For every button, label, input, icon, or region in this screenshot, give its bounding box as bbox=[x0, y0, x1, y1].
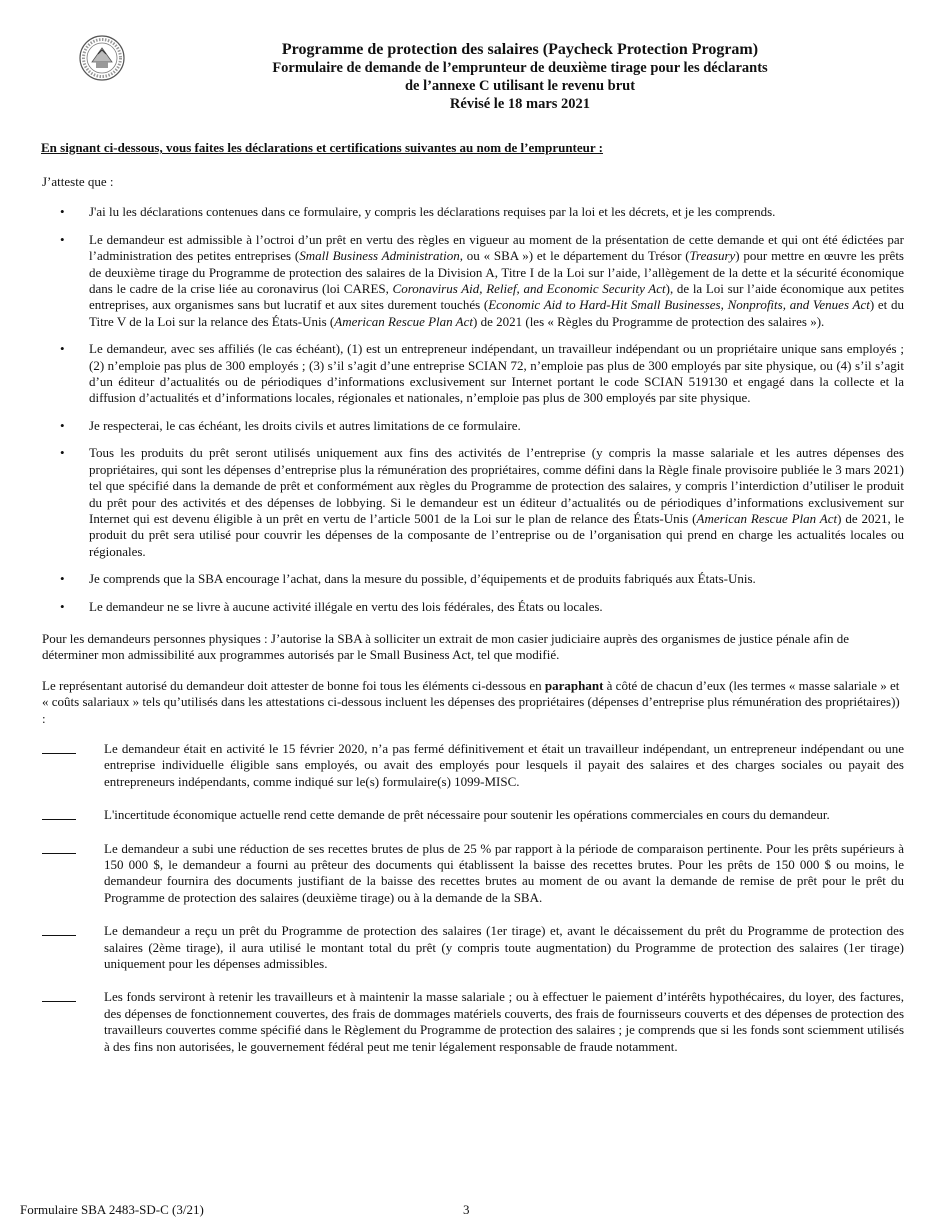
authorized-representative-paragraph: Le représentant autorisé du demandeur doit attester de bonne foi tous les éléments ci-dessous en paraphant à côté de chacun d’eux (les termes « masse salariale » et « coûts salariaux » tels qu’utilisés dans les attestations ci-dessous incluent les dépenses des propriétaires (dépenses d’entreprise plus rémunération des propriétaires)) : bbox=[42, 677, 900, 726]
individual-applicants-paragraph: Pour les demandeurs personnes physiques : J’autorise la SBA à solliciter un extrait de mon casier judiciaire auprès des organismes de justice pénale afin de déterminer mon admissibilité aux programmes autorisés par le Small Business Act, tel que modifié. bbox=[42, 630, 849, 663]
document-body bbox=[42, 174, 904, 1072]
certification-item: L'incertitude économique actuelle rend cette demande de prêt nécessaire pour soutenir les opérations commerciales en cours du demandeur. bbox=[42, 807, 904, 823]
declaration-item: • Je comprends que la SBA encourage l’achat, dans la mesure du possible, d’équipements et de produits fabriqués aux États-Unis. bbox=[60, 571, 756, 587]
declaration-item: • Tous les produits du prêt seront utilisés uniquement aux fins des activités de l’entreprise (y compris la masse salariale et les autres dépenses des propriétaires, qui sont les dépenses d’entreprise plus la rémunération des propriétaires, comme défini dans la Règle finale provisoire publiée le 3 mars 2021) tel que spécifié dans la demande de prêt et conformément aux règles du Programme de protection des salaires, y compris l’interdiction d’utiliser le produit du prêt pour des activités et des dépenses de lobbying. Si le demandeur est un éditeur d’actualités ou de périodiques d’informations exclusivement sur Internet qui est devenu éligible à un prêt en vertu de l’article 5001 de la Loi sur le plan de relance des États-Unis (American Rescue Plan Act) de 2021, le produit du prêt sera utilisé pour couvrir les dépenses de la composante de l’entreprise ou de l’organisation qui prend en charge les actualités locales ou régionales. bbox=[60, 445, 904, 559]
document-title: Programme de protection des salaires (Paycheck Protection Program) bbox=[281, 41, 759, 58]
certifications-list bbox=[42, 741, 904, 1055]
attest-line: J’atteste que : bbox=[42, 174, 114, 189]
declaration-item: • Le demandeur est admissible à l’octroi d’un prêt en vertu des règles en vigueur au moment de la présentation de cette demande et qui ont été édictées par l’administration des petites entreprises (Small Business Administration, ou « SBA ») et le département du Trésor (Treasury) pour mettre en œuvre les prêts de deuxième tirage du Programme de protection des salaires de la Division A, Titre I de la Loi sur l’aide, l’allègement de la dette et la sécurité économique dans le cadre de la crise liée au coronavirus (loi CARES, Coronavirus Aid, Relief, and Economic Security Act), de la Loi sur l’aide économique aux petites entreprises, aux organismes sans but lucratif et aux sites durement touchés (Economic Aid to Hard-Hit Small Businesses, Nonprofits, and Venues Act) et du Titre V de la Loi sur la relance des États-Unis (American Rescue Plan Act) de 2021 (les « Règles du Programme de protection des salaires »). bbox=[60, 231, 904, 329]
bullet-icon: • bbox=[60, 341, 65, 357]
form-identifier: Formulaire SBA 2483-SD-C (3/21) bbox=[20, 1202, 204, 1217]
declaration-item: • Le demandeur ne se livre à aucune activité illégale en vertu des lois fédérales, des États ou locales. bbox=[60, 598, 603, 614]
bullet-icon: • bbox=[60, 571, 65, 587]
certification-item: Le demandeur a subi une réduction de ses recettes brutes de plus de 25 % par rapport à la période de comparaison pertinente. Pour les prêts supérieurs à 150 000 $, le demandeur a fourni au prêteur des documents qui établissent la baisse des recettes brutes. Pour les prêts de 150 000 $ ou moins, le demandeur fournira des documents justifiant de la baisse des recettes brutes au moment de ou avant la demande de remise de prêt pour le prêt du Programme de protection des salaires (deuxième tirage) ou à la demande de la SBA. bbox=[42, 841, 904, 907]
revision-date: Révisé le 18 mars 2021 bbox=[449, 96, 591, 112]
document-header bbox=[200, 40, 840, 113]
bullet-icon: • bbox=[60, 204, 65, 220]
declarations-list bbox=[42, 204, 904, 615]
certification-item: Le demandeur était en activité le 15 février 2020, n’a pas fermé définitivement et était un travailleur indépendant, un entrepreneur indépendant ou une entreprise individuelle éligible sans employés, ou avait des employés pour lesquels il payait des salaires et des charges sociales ou payait des entrepreneurs indépendants, comme indiqué sur le(s) formulaire(s) 1099-MISC. bbox=[42, 741, 904, 790]
declaration-item: • Le demandeur, avec ses affiliés (le cas échéant), (1) est un entrepreneur indépendant, un travailleur indépendant ou un propriétaire unique sans employés ; (2) n’emploie pas plus de 300 employés ; (3) s’il s’agit d’une entreprise SCIAN 72, n’emploie pas plus de 300 employés par site physique, ou (4) s’il s’agit d’un éditeur d’actualités ou de périodiques d’informations exclusivement sur Internet portant le code SCIAN 519130 et engagé dans la collecte et la diffusion d’actualités et d’informations locales, régionales et nationales, n’emploie pas plus de 300 employés par site physique. bbox=[60, 341, 904, 406]
declaration-item: • Je respecterai, le cas échéant, les droits civils et autres limitations de ce formulaire. bbox=[60, 417, 521, 433]
bullet-icon: • bbox=[60, 231, 65, 247]
initials-field[interactable] bbox=[42, 1001, 76, 1002]
bullet-icon: • bbox=[60, 598, 65, 614]
page-number: 3 bbox=[463, 1202, 470, 1217]
initials-field[interactable] bbox=[42, 935, 76, 936]
initials-field[interactable] bbox=[42, 819, 76, 820]
sba-seal-logo bbox=[78, 34, 126, 82]
initials-field[interactable] bbox=[42, 853, 76, 854]
signing-statement-heading: En signant ci-dessous, vous faites les déclarations et certifications suivantes au nom de l’emprunteur : bbox=[41, 140, 604, 155]
document-subtitle-line-1: Formulaire de demande de l’emprunteur de deuxième tirage pour les déclarants bbox=[272, 60, 768, 76]
declaration-item: • J'ai lu les déclarations contenues dans ce formulaire, y compris les déclarations requises par la loi et les décrets, et je les comprends. bbox=[60, 204, 776, 220]
document-subtitle-line-2: de l’annexe C utilisant le revenu brut bbox=[404, 78, 636, 94]
certification-item: Le demandeur a reçu un prêt du Programme de protection des salaires (1er tirage) et, avant le décaissement du prêt du Programme de protection des salaires (2ème tirage), il aura utilisé le montant total du prêt (y compris toute augmentation) du Programme de protection des salaires (1er tirage) uniquement pour les dépenses admissibles. bbox=[42, 923, 904, 972]
initials-field[interactable] bbox=[42, 753, 76, 754]
bullet-icon: • bbox=[60, 445, 65, 461]
certification-item: Les fonds serviront à retenir les travailleurs et à maintenir la masse salariale ; ou à effectuer le paiement d’intérêts hypothécaires, du loyer, des factures, des dépenses de fonctionnement couvertes, des frais de dommages matériels couverts, des frais de fournisseurs couverts et des dépenses de protection des travailleurs couvertes comme spécifié dans le Règlement du Programme de protection des salaires ; je comprends que si les fonds sont sciemment utilisés à des fins non autorisées, le gouvernement fédéral peut me tenir légalement responsable de fraude notamment. bbox=[42, 989, 904, 1055]
bullet-icon: • bbox=[60, 417, 65, 433]
